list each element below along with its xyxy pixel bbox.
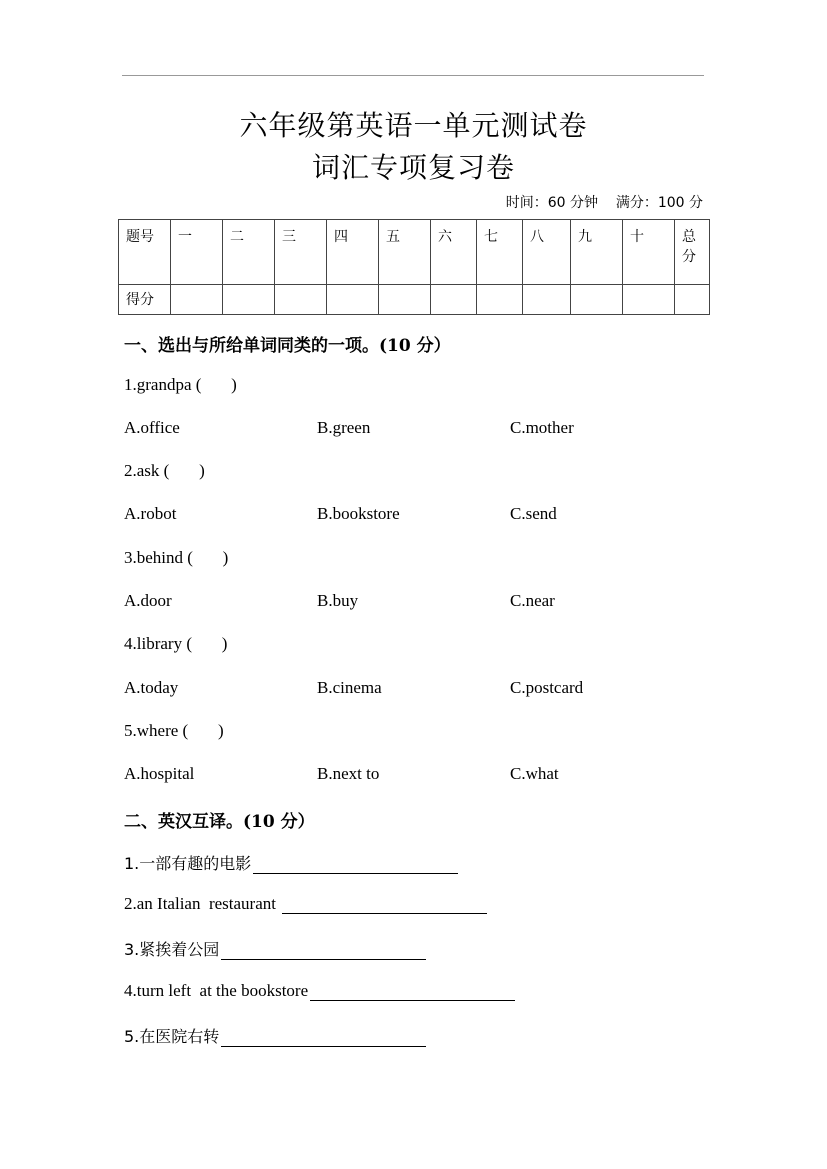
option-a: A.office [124,418,180,437]
translation-item [124,937,426,960]
option-a: A.today [124,678,179,697]
translation-prompt: 3.紧挨着公园 [124,940,220,959]
score-cell[interactable] [431,285,477,315]
translation-prompt: 2.an Italian restaurant [124,894,276,913]
score-header-cell: 题号 [119,220,171,285]
option-b: B.buy [317,591,359,610]
question-stem: 4.library ( ) [124,634,228,653]
answer-blank[interactable] [221,943,426,960]
translation-item [124,851,458,874]
question-stem: 1.grandpa ( ) [124,375,237,394]
answer-blank[interactable] [221,1030,426,1047]
question-stem: 2.ask ( ) [124,461,205,480]
score-cell[interactable] [477,285,523,315]
score-cell[interactable] [327,285,379,315]
score-header-cell: 一 [171,220,223,285]
score-cell[interactable] [275,285,327,315]
translation-item [124,1024,426,1047]
option-a: A.hospital [124,764,195,783]
answer-blank[interactable] [310,984,515,1001]
score-cell[interactable] [523,285,571,315]
option-b: B.green [317,418,371,437]
option-b: B.next to [317,764,380,783]
option-c: C.mother [510,418,574,437]
section2-title: 二、英汉互译。(10 分） [124,812,315,832]
answer-blank[interactable] [282,897,487,914]
page-title: 六年级第英语一单元测试卷 [239,109,588,142]
answer-blank[interactable] [253,857,458,874]
option-b: B.bookstore [317,504,400,523]
score-header-cell: 三 [275,220,327,285]
score-row-label: 得分 [119,285,171,315]
score-header-cell: 总分 [675,220,710,285]
section1-title: 一、选出与所给单词同类的一项。(10 分） [124,336,451,356]
score-cell[interactable] [623,285,675,315]
top-rule [122,75,704,76]
score-cell[interactable] [675,285,710,315]
score-header-cell: 六 [431,220,477,285]
question-stem: 5.where ( ) [124,721,224,740]
option-b: B.cinema [317,678,382,697]
score-cell[interactable] [223,285,275,315]
option-a: A.robot [124,504,177,523]
question-stem: 3.behind ( ) [124,548,229,567]
translation-prompt: 1.一部有趣的电影 [124,854,252,873]
translation-prompt: 5.在医院右转 [124,1027,220,1046]
score-header-cell: 五 [379,220,431,285]
score-cell[interactable] [171,285,223,315]
score-header-cell: 九 [571,220,623,285]
score-cell[interactable] [379,285,431,315]
option-a: A.door [124,591,172,610]
translation-item [124,894,487,914]
translation-prompt: 4.turn left at the bookstore [124,981,309,1000]
score-table-score-row [119,285,710,315]
score-header-cell: 七 [477,220,523,285]
option-c: C.near [510,591,555,610]
translation-item [124,981,515,1001]
option-c: C.postcard [510,678,584,697]
score-header-cell: 二 [223,220,275,285]
score-table-header-row [119,220,710,285]
score-header-cell: 八 [523,220,571,285]
option-c: C.what [510,764,559,783]
score-table [118,219,710,315]
page-subtitle: 词汇专项复习卷 [311,151,515,184]
exam-meta: 时间：60 分钟 满分：100 分 [505,195,703,211]
score-header-cell: 四 [327,220,379,285]
score-header-cell: 十 [623,220,675,285]
option-c: C.send [510,504,557,523]
score-cell[interactable] [571,285,623,315]
